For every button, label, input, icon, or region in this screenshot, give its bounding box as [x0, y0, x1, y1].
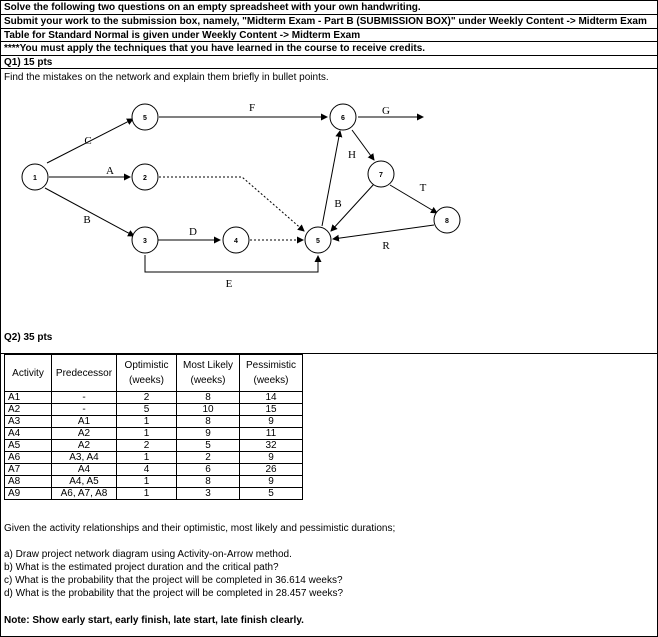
- optimistic-cell: 2: [117, 392, 177, 404]
- part-a: a) Draw project network diagram using Activity-on-Arrow method.: [4, 549, 292, 560]
- optimistic-cell: 1: [117, 416, 177, 428]
- header-optimistic: Optimistic (weeks): [117, 355, 177, 392]
- table-row: [5, 416, 303, 428]
- arrow-r: [333, 225, 434, 239]
- table-row: [5, 488, 303, 500]
- node-5-top-label: 5: [143, 115, 147, 122]
- activity-cell: A3: [5, 416, 52, 428]
- likely-cell: 2: [177, 452, 240, 464]
- dummy-2-5: [159, 177, 304, 231]
- label-b: B: [83, 214, 91, 226]
- predecessor-cell: A4: [52, 464, 117, 476]
- predecessor-cell: A4, A5: [52, 476, 117, 488]
- pessimistic-cell: 14: [240, 392, 303, 404]
- optimistic-cell: 5: [117, 404, 177, 416]
- part-c: c) What is the probability that the project will be completed in 36.614 weeks?: [4, 575, 343, 586]
- header-activity: Activity: [5, 355, 52, 392]
- q1-title: Q1) 15 pts: [4, 57, 53, 68]
- part-d: d) What is the probability that the project will be completed in 28.457 weeks?: [4, 588, 344, 599]
- label-a: A: [106, 165, 114, 177]
- table-header-row: [5, 355, 303, 392]
- activity-cell: A9: [5, 488, 52, 500]
- node-7-label: 7: [379, 172, 383, 179]
- node-4-label: 4: [234, 238, 238, 245]
- activity-table: [4, 354, 303, 500]
- optimistic-cell: 4: [117, 464, 177, 476]
- node-1-label: 1: [33, 175, 37, 182]
- pessimistic-cell: 26: [240, 464, 303, 476]
- arrow-b: [45, 188, 134, 236]
- label-r: R: [382, 240, 390, 252]
- instruction-line-1: Solve the following two questions on an empty spreadsheet with your own handwriting.: [4, 2, 421, 13]
- label-b2: B: [334, 198, 342, 210]
- activity-cell: A4: [5, 428, 52, 440]
- pessimistic-cell: 15: [240, 404, 303, 416]
- table-row: [5, 440, 303, 452]
- arrow-t: [390, 185, 437, 213]
- optimistic-cell: 2: [117, 440, 177, 452]
- activity-cell: A1: [5, 392, 52, 404]
- label-e: E: [225, 278, 233, 290]
- table-row: [5, 464, 303, 476]
- q1-prompt: Find the mistakes on the network and explain them briefly in bullet points.: [4, 72, 329, 83]
- optimistic-cell: 1: [117, 452, 177, 464]
- predecessor-cell: A6, A7, A8: [52, 488, 117, 500]
- table-row: [5, 392, 303, 404]
- pessimistic-cell: 5: [240, 488, 303, 500]
- instruction-line-2: Submit your work to the submission box, namely, "Midterm Exam - Part B (SUBMISSION BOX)" under Weekly Content -> Midterm Exam: [4, 16, 647, 27]
- pessimistic-cell: 11: [240, 428, 303, 440]
- pessimistic-cell: 9: [240, 476, 303, 488]
- header-most-likely: Most Likely (weeks): [177, 355, 240, 392]
- label-h: H: [348, 149, 356, 161]
- activity-cell: A5: [5, 440, 52, 452]
- likely-cell: 8: [177, 476, 240, 488]
- table-row: [5, 452, 303, 464]
- q2-title: Q2) 35 pts: [4, 332, 53, 343]
- label-g: G: [382, 105, 390, 117]
- node-8-label: 8: [445, 218, 449, 225]
- predecessor-cell: -: [52, 404, 117, 416]
- pessimistic-cell: 32: [240, 440, 303, 452]
- likely-cell: 9: [177, 428, 240, 440]
- node-2-label: 2: [143, 175, 147, 182]
- arrow-b2: [322, 131, 340, 226]
- node-6-label: 6: [341, 115, 345, 122]
- pessimistic-cell: 9: [240, 416, 303, 428]
- optimistic-cell: 1: [117, 428, 177, 440]
- predecessor-cell: -: [52, 392, 117, 404]
- activity-cell: A2: [5, 404, 52, 416]
- optimistic-cell: 1: [117, 488, 177, 500]
- node-5-label: 5: [316, 238, 320, 245]
- instruction-line-4: ****You must apply the techniques that you have learned in the course to receive credits.: [4, 43, 426, 54]
- activity-cell: A6: [5, 452, 52, 464]
- part-b: b) What is the estimated project duration and the critical path?: [4, 562, 279, 573]
- likely-cell: 8: [177, 416, 240, 428]
- predecessor-cell: A1: [52, 416, 117, 428]
- likely-cell: 6: [177, 464, 240, 476]
- label-t: T: [419, 182, 427, 194]
- optimistic-cell: 1: [117, 476, 177, 488]
- given-text: Given the activity relationships and their optimistic, most likely and pessimistic durations;: [4, 523, 396, 534]
- note: Note: Show early start, early finish, late start, late finish clearly.: [4, 615, 304, 626]
- label-d: D: [189, 226, 197, 238]
- table-row: [5, 404, 303, 416]
- activity-cell: A8: [5, 476, 52, 488]
- table-row: [5, 476, 303, 488]
- likely-cell: 5: [177, 440, 240, 452]
- activity-cell: A7: [5, 464, 52, 476]
- likely-cell: 10: [177, 404, 240, 416]
- node-3-label: 3: [143, 238, 147, 245]
- likely-cell: 8: [177, 392, 240, 404]
- label-c: C: [84, 135, 92, 147]
- predecessor-cell: A2: [52, 440, 117, 452]
- arrow-e: [145, 255, 318, 272]
- likely-cell: 3: [177, 488, 240, 500]
- predecessor-cell: A3, A4: [52, 452, 117, 464]
- predecessor-cell: A2: [52, 428, 117, 440]
- table-row: [5, 428, 303, 440]
- header-predecessor: Predecessor: [52, 355, 117, 392]
- instruction-line-3: Table for Standard Normal is given under Weekly Content -> Midterm Exam: [4, 30, 361, 41]
- label-f: F: [248, 102, 256, 114]
- header-pessimistic: Pessimistic (weeks): [240, 355, 303, 392]
- pessimistic-cell: 9: [240, 452, 303, 464]
